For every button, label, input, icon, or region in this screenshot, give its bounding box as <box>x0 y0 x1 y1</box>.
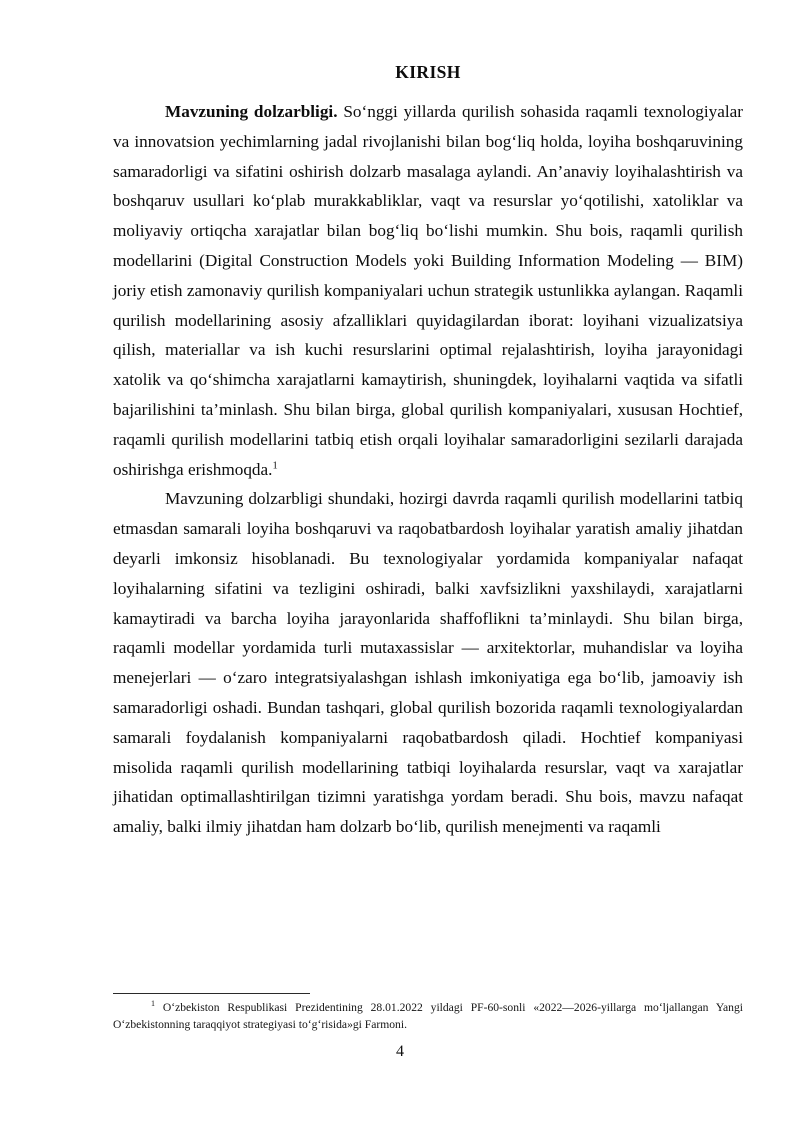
footnote-reference-1[interactable]: 1 <box>272 459 278 471</box>
footnote-area <box>113 993 743 1033</box>
paragraph-2-body: Mavzuning dolzarbligi shundaki, hozirgi davrda raqamli qurilish modellarini tatbiq etmasdan samarali loyiha boshqaruvi va raqobatbardosh loyihalar yaratish amaliy jihatdan deyarli imkonsiz hisoblanadi. Bu texnologiyalar yordamida kompaniyalar nafaqat loyihalarning sifatini va tezligini oshiradi, balki xavfsizlikni yaxshilaydi, xarajatlarni kamaytiradi va barcha loyiha jarayonlarida shaffoflikni ta’minlaydi. Shu bilan birga, raqamli modellar yordamida turli mutaxassislar — arxitektorlar, muhandislar va loyiha menejerlari — o‘zaro integratsiyalashgan ishlash imkoniyatiga ega bo‘lib, jamoaviy ish samaradorligi oshadi. Bundan tashqari, global qurilish bozorida raqamli texnologiyalardan samarali foydalanish kompaniyalarni raqobatbardosh qiladi. Hochtief kompaniyasi misolida raqamli qurilish modellarining tatbiqi loyihalarda resurslar, vaqt va xarajatlar jihatidan optimallashtirilgan tizimni yaratishga yordam beradi. Shu bois, mavzu nafaqat amaliy, balki ilmiy jihatdan ham dolzarb bo‘lib, qurilish menejmenti va raqamli <box>113 489 743 837</box>
footnote-entry <box>113 1000 743 1033</box>
paragraph-1-lead-bold: Mavzuning dolzarbligi. <box>165 102 338 121</box>
footnote-body: O‘zbekiston Respublikasi Prezidentining 28.01.2022 yildagi PF-60-sonli «2022—2026-yillarga mo‘ljallangan Yangi O‘zbekistonning taraqqiyot strategiyasi to‘g‘risida»gi Farmoni. <box>113 1001 743 1031</box>
footnote-marker: 1 <box>151 999 155 1009</box>
page-content <box>113 62 743 842</box>
paragraph-2 <box>113 484 743 842</box>
footnote-separator-rule <box>113 993 310 994</box>
paragraph-1 <box>113 97 743 484</box>
page-number: 4 <box>396 1043 404 1060</box>
page-title: KIRISH <box>395 62 461 82</box>
paragraph-1-body: So‘nggi yillarda qurilish sohasida raqamli texnologiyalar va innovatsion yechimlarning jadal rivojlanishi bilan bog‘liq holda, loyiha boshqaruvining samaradorligi va sifatini oshirish dolzarb masalaga aylandi. An’anaviy loyihalashtirish va boshqaruv usullari ko‘plab murakkabliklar, vaqt va resurslar yo‘qotilishi, xatoliklar va moliyaviy ortiqcha xarajatlar bilan bog‘liq bo‘lishi mumkin. Shu bois, raqamli qurilish modellarini (Digital Construction Models yoki Building Information Modeling — BIM) joriy etish zamonaviy qurilish kompaniyalari uchun strategik ustunlikka aylangan. Raqamli qurilish modellarining asosiy afzalliklari quyidagilardan iborat: loyihani vizualizatsiya qilish, materiallar va ish kuchi resurslarini optimal rejalashtirish, loyiha jarayonidagi xatolik va qo‘shimcha xarajatlarni kamaytirish, shuningdek, loyihalarni vaqtida va sifatli bajarilishini ta’minlash. Shu bilan birga, global qurilish kompaniyalari, xususan Hochtief, raqamli qurilish modellarini tatbiq etish orqali loyihalar samaradorligini sezilarli darajada oshirishga erishmoqda. <box>113 102 744 479</box>
